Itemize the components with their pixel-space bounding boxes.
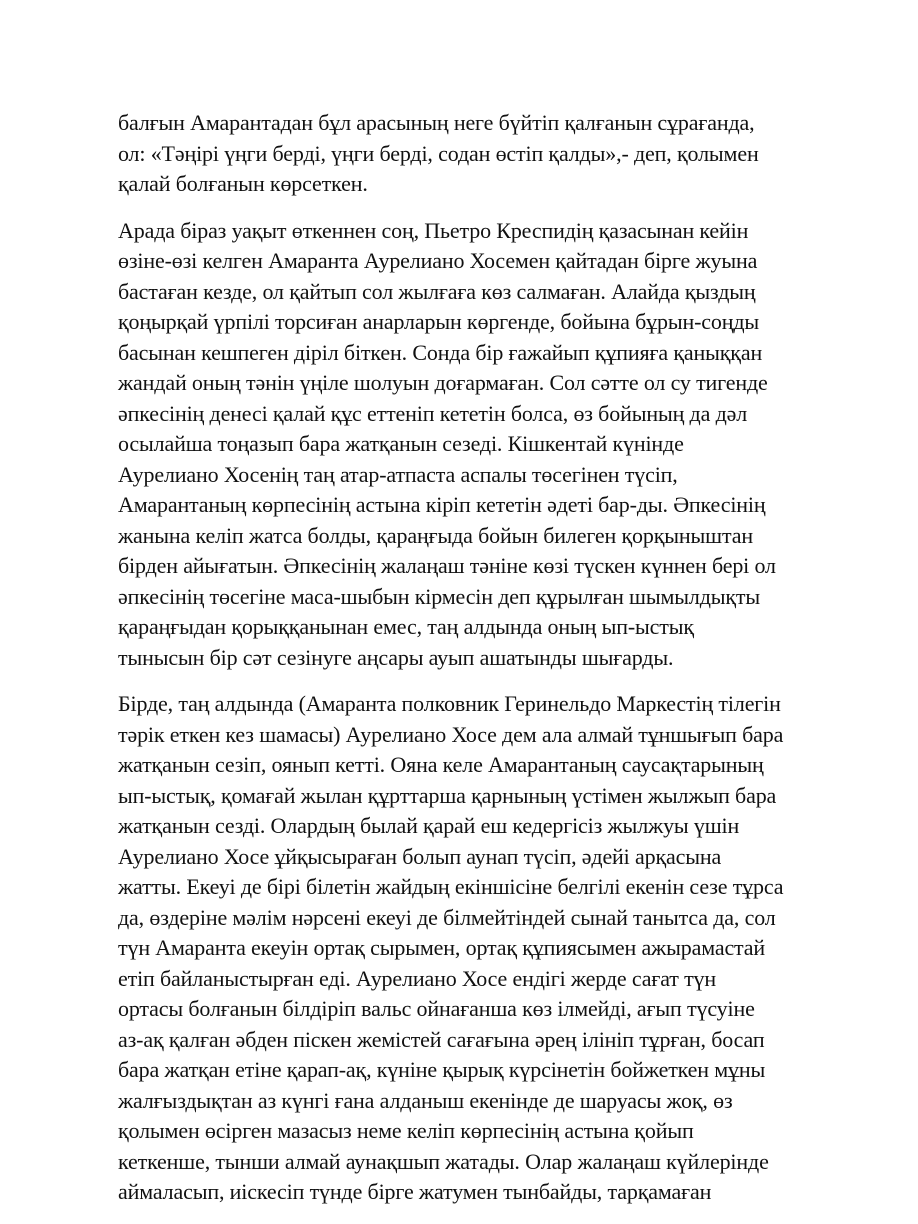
text-line: Бірде, таң алдында (Амаранта полковник Геринельдо Маркестің тілегін — [118, 691, 781, 716]
text-line: қараңғыдан қорыққанынан емес, таң алдында оның ып-ыстық — [118, 614, 694, 639]
text-line: аз-ақ қалған әбден піскен жемістей сағағына әрең ілініп тұрған, босап — [118, 1026, 765, 1052]
text-line: ол: «Тәңірі үңги берді, үңги берді, содан өстіп қалды»,- деп, қолымен — [118, 140, 759, 166]
text-line: қоңырқай үрпілі торсиған анарларын көргенде, бойына бұрын-соңды — [118, 309, 760, 334]
text-line: әпкесінің төсегіне маса-шыбын кірмесін деп құрылған шымылдықты — [118, 583, 760, 609]
text-line: жатқанын сезіп, оянып кетті. Ояна келе Амарантаның саусақтарының — [118, 752, 764, 777]
text-line: балғын Амарантадан бұл арасының неге бүйтіп қалғанын сұрағанда, — [118, 110, 755, 135]
paragraph-1 — [118, 108, 818, 200]
text-line: да, өздеріне мәлім нәрсені екеуі де білмейтіндей сынай танытса да, сол — [118, 904, 776, 930]
text-line: ортасы болғанын білдіріп вальс ойнағанша көз ілмейді, ағып түсуіне — [118, 996, 755, 1021]
text-line: Амарантаның көрпесінің астына кіріп кететін әдеті бар-ды. Әпкесінің — [118, 492, 766, 517]
paragraph-3 — [118, 689, 818, 1208]
text-line: қалай болғанын көрсеткен. — [118, 171, 368, 196]
document-body — [118, 108, 818, 1224]
text-line: бірден айығатын. Әпкесінің жалаңаш тәніне көзі түскен күннен бері ол — [118, 553, 776, 578]
paragraph-2 — [118, 216, 818, 674]
text-line: қолымен өсірген мазасыз неме келіп көрпесінің астына қойып — [118, 1118, 694, 1143]
text-line: жалғыздықтан аз күнгі ғана алданыш екенінде де шаруасы жоқ, өз — [118, 1087, 733, 1113]
text-line: Аурелиано Хосе ұйқысыраған болып аунап түсіп, әдейі арқасына — [118, 843, 722, 869]
text-line: бара жатқан етіне қарап-ақ, күніне қырық күрсінетін бойжеткен мұны — [118, 1057, 766, 1082]
text-line: әпкесінің денесі қалай құс еттеніп кететін болса, өз бойының да дәл — [118, 400, 748, 426]
text-line: аймаласып, иіскесіп түнде бірге жатумен тынбайды, тарқамаған — [118, 1179, 712, 1204]
text-line: өзіне-өзі келген Амаранта Аурелиано Хосемен қайтадан бірге жуына — [118, 248, 758, 273]
text-line: кеткенше, тынши алмай аунақшып жатады. Олар жалаңаш күйлерінде — [118, 1148, 769, 1174]
text-line: жатқанын сезді. Олардың былай қарай еш кедергісіз жылжуы үшін — [118, 813, 740, 838]
text-line: басынан кешпеген діріл біткен. Сонда бір ғажайып құпияға қаныққан — [118, 339, 763, 365]
text-line: жандай оның тәнін үңіле шолуын доғармаған. Сол сәтте ол су тигенде — [118, 370, 768, 395]
text-line: ып-ыстық, қомағай жылан құрттарша қарнының үстімен жылжып бара — [118, 782, 777, 808]
text-line: осылайша тоңазып бара жатқанын сезеді. Кішкентай күнінде — [118, 431, 684, 456]
text-line: етіп байланыстырған еді. Аурелиано Хосе ендігі жерде сағат түн — [118, 965, 717, 991]
text-line: жанына келіп жатса болды, қараңғыда бойын билеген қорқыныштан — [118, 522, 753, 548]
text-line: Аурелиано Хосенің таң атар-атпаста аспалы төсегінен түсіп, — [118, 461, 678, 487]
text-line: бастаған кезде, ол қайтып сол жылғаға көз салмаған. Алайда қыздың — [118, 278, 756, 304]
text-line: Арада біраз уақыт өткеннен соң, Пьетро Креспидің қазасынан кейін — [118, 217, 749, 243]
text-line: жатты. Екеуі де бірі білетін жайдың екіншісіне белгілі екенін сезе тұрса — [118, 874, 784, 899]
text-line: тынысын бір сәт сезінуге аңсары ауып ашатынды шығарды. — [118, 644, 674, 670]
text-line: түн Амаранта екеуін ортақ сырымен, ортақ құпиясымен ажырамастай — [118, 935, 766, 960]
text-line: тәрік еткен кез шамасы) Аурелиано Хосе дем ала алмай тұншығып бара — [118, 721, 784, 747]
